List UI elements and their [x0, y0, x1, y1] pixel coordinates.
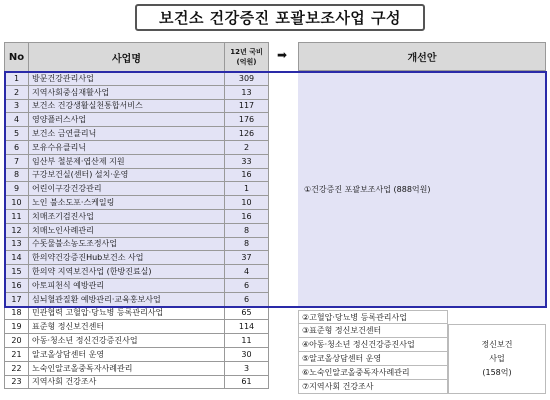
- row-no: 19: [5, 320, 29, 334]
- row-program-name: 심뇌혈관질환 예방관리·교육홍보사업: [29, 292, 225, 306]
- row-budget: 114: [225, 320, 269, 334]
- row-no: 13: [5, 237, 29, 251]
- row-program-name: 보건소 건강생활실천통합서비스: [29, 99, 225, 113]
- row-program-name: 아동·청소년 정신건강증진사업: [29, 334, 225, 348]
- table-row: [5, 209, 269, 223]
- table-row: [5, 85, 269, 99]
- header-no: No: [5, 43, 29, 72]
- row-budget: 6: [225, 292, 269, 306]
- mental-health-label-1: 정신보건: [481, 340, 513, 349]
- row-no: 3: [5, 99, 29, 113]
- row-program-name: 한의약 지역보건사업 (한방진료실): [29, 265, 225, 279]
- row-no: 22: [5, 361, 29, 375]
- row-budget: 3: [225, 361, 269, 375]
- row-no: 11: [5, 209, 29, 223]
- row-no: 6: [5, 140, 29, 154]
- row-no: 12: [5, 223, 29, 237]
- table-row: [5, 196, 269, 210]
- row-budget: 37: [225, 251, 269, 265]
- row-no: 7: [5, 154, 29, 168]
- row-budget: 8: [225, 237, 269, 251]
- row-budget: 33: [225, 154, 269, 168]
- mental-health-label-2: 사업: [489, 354, 505, 363]
- row-budget: 65: [225, 306, 269, 320]
- row-no: 20: [5, 334, 29, 348]
- table-row: [5, 251, 269, 265]
- row-program-name: 노숙인알코올중독자사례관리: [29, 361, 225, 375]
- row-budget: 10: [225, 196, 269, 210]
- table-row: [5, 375, 269, 389]
- header-budget: [225, 43, 269, 72]
- table-row: [5, 140, 269, 154]
- row-no: 1: [5, 72, 29, 86]
- row-budget: 13: [225, 85, 269, 99]
- mental-health-budget: (158억): [482, 368, 512, 377]
- row-budget: 11: [225, 334, 269, 348]
- plan-item: ③표준형 정신보건센터: [298, 324, 448, 338]
- row-budget: 4: [225, 265, 269, 279]
- plan-item: ⑤알코올상담센터 운영: [298, 352, 448, 366]
- row-program-name: 치매조기검진사업: [29, 209, 225, 223]
- header-budget-line2: (억원): [236, 58, 257, 66]
- arrow-right-icon: ➡: [276, 48, 288, 62]
- plan-items: [298, 310, 448, 394]
- table-row: [5, 99, 269, 113]
- row-program-name: 알코올상담센터 운영: [29, 347, 225, 361]
- table-row: [5, 334, 269, 348]
- table-row: [5, 113, 269, 127]
- row-budget: 126: [225, 127, 269, 141]
- table-row: [5, 306, 269, 320]
- table-row: [5, 265, 269, 279]
- row-budget: 1: [225, 182, 269, 196]
- table-row: [5, 320, 269, 334]
- table-row: [5, 292, 269, 306]
- row-program-name: 구강보건실(센터) 설치·운영: [29, 168, 225, 182]
- page-title: 보건소 건강증진 포괄보조사업 구성: [135, 4, 425, 31]
- plan-item: ⑥노숙인알코올중독자사례관리: [298, 366, 448, 380]
- row-program-name: 표준형 정신보건센터: [29, 320, 225, 334]
- row-budget: 16: [225, 168, 269, 182]
- row-program-name: 임산부 철분제·엽산제 지원: [29, 154, 225, 168]
- row-no: 15: [5, 265, 29, 279]
- row-no: 9: [5, 182, 29, 196]
- mental-health-group-cell: [448, 324, 546, 394]
- header-plan: 개선안: [298, 42, 546, 71]
- plan-merged-cell: [298, 72, 545, 307]
- row-no: 8: [5, 168, 29, 182]
- row-budget: 30: [225, 347, 269, 361]
- table-row: [5, 278, 269, 292]
- row-budget: 309: [225, 72, 269, 86]
- row-no: 23: [5, 375, 29, 389]
- plan-item: ④아동·청소년 정신건강증진사업: [298, 338, 448, 352]
- program-table: [4, 42, 269, 389]
- row-budget: 117: [225, 99, 269, 113]
- row-no: 10: [5, 196, 29, 210]
- row-program-name: 영양플러스사업: [29, 113, 225, 127]
- table-row: [5, 154, 269, 168]
- row-budget: 16: [225, 209, 269, 223]
- plan-merged-text: ①건강증진 포괄보조사업 (888억원): [304, 185, 431, 194]
- row-program-name: 방문건강관리사업: [29, 72, 225, 86]
- row-program-name: 노인 불소도포·스케일링: [29, 196, 225, 210]
- table-row: [5, 223, 269, 237]
- row-no: 21: [5, 347, 29, 361]
- table-row: [5, 361, 269, 375]
- row-program-name: 모유수유클리닉: [29, 140, 225, 154]
- row-program-name: 민관협력 고혈압·당뇨병 등록관리사업: [29, 306, 225, 320]
- table-row: [5, 347, 269, 361]
- row-program-name: 아토피천식 예방관리: [29, 278, 225, 292]
- row-no: 4: [5, 113, 29, 127]
- row-budget: 2: [225, 140, 269, 154]
- row-program-name: 수돗물불소농도조정사업: [29, 237, 225, 251]
- row-no: 14: [5, 251, 29, 265]
- row-budget: 8: [225, 223, 269, 237]
- table-row: [5, 72, 269, 86]
- row-program-name: 치매노인사례관리: [29, 223, 225, 237]
- row-no: 5: [5, 127, 29, 141]
- table-row: [5, 168, 269, 182]
- row-program-name: 지역사회 건강조사: [29, 375, 225, 389]
- header-budget-line1: 12년 국비: [230, 48, 263, 56]
- row-budget: 61: [225, 375, 269, 389]
- row-no: 18: [5, 306, 29, 320]
- header-program: 사업명: [29, 43, 225, 72]
- row-no: 2: [5, 85, 29, 99]
- row-budget: 6: [225, 278, 269, 292]
- table-row: [5, 237, 269, 251]
- plan-item: ②고혈압·당뇨병 등록관리사업: [298, 310, 448, 324]
- table-row: [5, 127, 269, 141]
- row-no: 17: [5, 292, 29, 306]
- table-row: [5, 182, 269, 196]
- plan-item: ⑦지역사회 건강조사: [298, 380, 448, 394]
- row-budget: 176: [225, 113, 269, 127]
- row-program-name: 지역사회중심재활사업: [29, 85, 225, 99]
- row-no: 16: [5, 278, 29, 292]
- row-program-name: 보건소 금연클리닉: [29, 127, 225, 141]
- row-program-name: 어린이구강건강관리: [29, 182, 225, 196]
- row-program-name: 한의약건강증진Hub보건소 사업: [29, 251, 225, 265]
